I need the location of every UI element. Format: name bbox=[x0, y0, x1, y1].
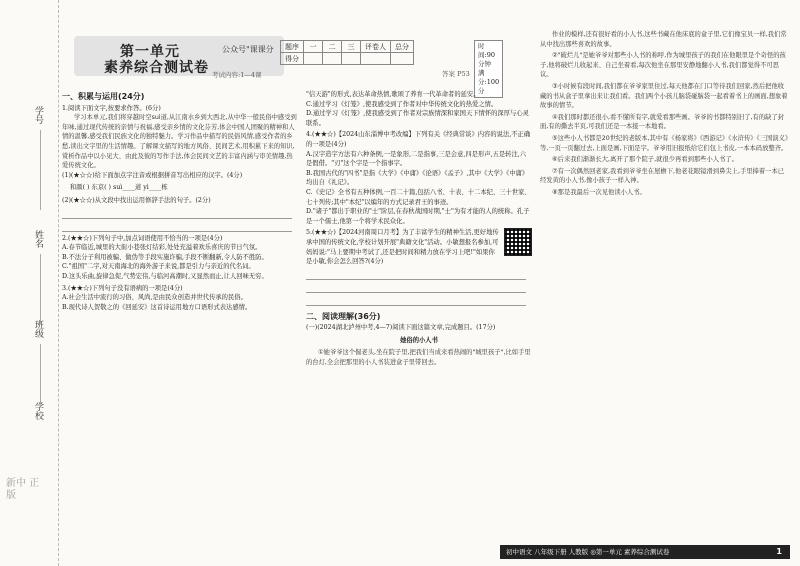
option: B.现代诗人贺敬之的《回延安》这首诗运用地方口语形式表达感情。 bbox=[62, 303, 252, 311]
option: D.通过学习《灯笼》,使我感受到了作者对宗族情深和家国天下情怀的深厚与心灵联系。 bbox=[306, 110, 529, 127]
score-header: 题序 bbox=[281, 41, 304, 53]
left-column bbox=[62, 90, 298, 312]
section-heading: 二、阅读理解(36分) bbox=[306, 311, 381, 321]
option: A.汉字造字方法有六种条例,一是象形,二是指事,三是会意,四是形声,五是转注,六是假借。"刃"这个字是一个指事字。 bbox=[306, 150, 527, 168]
article-paragraph: ⑤这些小人书都是20世纪的老版本,其中有《杨家将》《西游记》《水浒传》《三国演义》等,一页一页翻过去,上面是画,下面是字。爷爷用旧报纸给它们包上书皮,一本本码放整齐。 bbox=[540, 134, 789, 152]
article-paragraph: ②"破烂儿"是她爷爷对那些小人书的称呼,作为城里孩子的我们在他眼里是个奇怪的孩子,他将破烂儿收起来、自己坐着看,每次他坐在那里安静地翻小人书,我们都觉得不可思议。 bbox=[540, 52, 786, 79]
answer-line[interactable] bbox=[62, 206, 292, 219]
option: A.春节临近,城里的大街小巷张灯结彩,处处充溢着欢乐喜庆的节日气氛。 bbox=[62, 244, 262, 252]
option-continued: "信天游"的形式,表达革命热情,歌颂了养育一代革命者的延安。 bbox=[306, 91, 480, 98]
publisher-stamp: 新中 正版 bbox=[6, 478, 40, 501]
answer-line[interactable] bbox=[62, 219, 292, 232]
question-1-2: (2)(★☆☆)从文段中找出运用修辞手法的句子。(2分) bbox=[62, 196, 211, 204]
binding-line bbox=[40, 130, 41, 210]
option: D."诸子"都出于职业的"士"阶层,在春秋战国时期,"士"为有才能的人的统称。孔子是一个儒士,他第一个将学术民众化。 bbox=[306, 208, 530, 225]
page-footer bbox=[500, 545, 790, 559]
score-header: 一 bbox=[304, 41, 323, 53]
option: A.社会生活中流行的习俗、风尚,是由民众创造并世代传承的民俗。 bbox=[62, 294, 247, 302]
score-cell[interactable] bbox=[304, 53, 323, 65]
qr-code-icon bbox=[504, 228, 532, 256]
option: D.这头乐曲,旋律急促,气势宏伟,与临河高潮时,又显然而止,让人回味无穷。 bbox=[62, 272, 268, 280]
score-cell[interactable] bbox=[342, 53, 361, 65]
question-5: 5.(★★☆)【2024河南周口月考】为了丰富学生的精神生活,更好地传承中国的传统文化,学校计划开展"典籍文化"活动。小敏想报名参加,可妈妈说:"马上要期中考试了,还是把时间和精力放在学习上吧!"如果你是小敏,你会怎么回答?(4分) bbox=[306, 229, 499, 266]
score-table bbox=[280, 40, 414, 65]
answer-line[interactable] bbox=[306, 267, 526, 280]
exam-title: 素养综合测试卷 bbox=[104, 60, 209, 76]
question-2: 2.(★★☆)下列句子中,加点词语使用不恰当的一项是(4分) bbox=[62, 234, 223, 242]
answer-page-ref: 答案 P53 bbox=[442, 70, 470, 78]
score-header: 二 bbox=[323, 41, 342, 53]
option: C.通过学习《灯笼》,使我感受到了作者对中华传统文化的热爱之情。 bbox=[306, 100, 498, 108]
score-cell[interactable] bbox=[361, 53, 391, 65]
section-heading: 一、积累与运用(24分) bbox=[62, 92, 145, 101]
binding-label-name: 姓名 bbox=[33, 230, 43, 248]
question-1: 1.阅读下面文字,按要求作答。(6分) bbox=[62, 104, 161, 112]
option: C."祖国"二字,对天南海北的海外游子来说,都是引力与亲近的代名词。 bbox=[62, 263, 255, 271]
score-header: 总分 bbox=[391, 41, 414, 53]
reviewer-cell: 评卷人 bbox=[361, 41, 391, 53]
binding-label-school: 学校 bbox=[33, 402, 43, 420]
binding-label-class: 班级 bbox=[33, 320, 43, 338]
answer-line[interactable] bbox=[306, 280, 526, 293]
binding-label-id: 学号 bbox=[33, 106, 43, 124]
pinyin-blanks[interactable]: 和颜( ) 东京( ) suì____道 yì____栋 bbox=[70, 184, 168, 192]
question-5-block bbox=[306, 228, 532, 266]
question-3: 3.(★★☆)下列句子没有语病的一项是(4分) bbox=[62, 284, 183, 292]
answer-line[interactable] bbox=[306, 293, 526, 306]
page-number: 1 bbox=[776, 547, 782, 556]
reading-passage: 学习本单元,我们将穿越时空suì道,从江南水乡到大西北,从中华一般民俗中感受到年味,通过现代传统的亲情与祝福,感受亲乡情的文化芬芳,体会中国人团聚的精神和人情的温馨,感受我们民族文化的独特魅力。学习作品中描写的民俗风情,感受作者的乡愁,读出文字里的生活情趣。了解课文描写的地方风俗、民间艺术,用积累下来的知识,赏析作品中以小见大、由此及彼的写作手法,体会民间文艺的丰富内涵与审美情趣,热爱传统文化。 bbox=[62, 114, 297, 170]
article-paragraph: ④我们那时都还很小,看不懂所有字,就爱看那些画。爷爷的书都特别旧了,有的缺了封面,有的撕去半页,可我们还是一本接一本地看。 bbox=[540, 113, 785, 131]
question-1-1: (1)(★☆☆)给下面加点字注音或根据拼音写出相应的汉字。(4分) bbox=[62, 171, 243, 179]
score-row-label: 得分 bbox=[281, 53, 304, 65]
full-score: 满分:100分 bbox=[478, 69, 500, 95]
footer-text: 初中语文 八年级下册 人教版 ◎第一单元 素养综合测试卷 bbox=[506, 548, 670, 556]
option: B.不法分子利用被骗、做伪等手段实施诈骗,手段不断翻新,令人防不胜防。 bbox=[62, 253, 268, 261]
middle-column bbox=[306, 90, 532, 368]
article-paragraph: ⑦有一次偶然回老家,我看到爷爷坐在屋檐下,他老花眼镜滑到鼻尖上,手里捧着一本已经发黄的小人书,像小孩子一样入神。 bbox=[540, 167, 785, 185]
reading-intro: (一)(2024湖北泸州中考,4—7)阅读下面这篇文章,完成题目。(17分) bbox=[306, 324, 496, 332]
binding-strip bbox=[0, 0, 59, 566]
article-paragraph: ①她爷爷这个倔老头,坐在院子里,把我们当成来看热闹的"城里孩子",比如手里的台灯,全会把那里的小人书装进盒子里带回去。 bbox=[306, 349, 531, 367]
article-paragraph: ③小时候有段时间,我们都在爷爷家里住过,每天他都在门口等待我们回家,然后把他收藏的书从盒子里拿出来让我们看。我们两个小孩儿脑袋碰脑袋一起看着书上的画面,想象着故事的情节。 bbox=[540, 82, 788, 110]
option: B.我国古代的"四书"是指《大学》《中庸》《论语》《孟子》,其中《大学》《中庸》均出自《礼记》。 bbox=[306, 169, 529, 187]
article-paragraph: ⑥后来我们渐渐长大,离开了那个院子,就很少再看到那些小人书了。 bbox=[552, 156, 738, 164]
score-cell[interactable] bbox=[323, 53, 342, 65]
unit-title: 第一单元 bbox=[120, 44, 180, 60]
score-header: 三 bbox=[342, 41, 361, 53]
question-4: 4.(★★☆)【2024山东淄博中考改编】下列有关《经典常谈》内容的说法,不正确的一项是(4分) bbox=[306, 131, 531, 148]
article-title: 她俗的小人书 bbox=[400, 336, 438, 344]
article-paragraph: ⑧那是我最后一次见他读小人书。 bbox=[552, 188, 646, 196]
exam-time: 时间:90分钟 bbox=[478, 42, 495, 68]
binding-line bbox=[40, 254, 41, 324]
right-column bbox=[540, 30, 790, 540]
watermark-text: 公众号"课课分 bbox=[222, 45, 274, 54]
binding-line bbox=[40, 344, 41, 404]
score-cell[interactable] bbox=[391, 53, 414, 65]
article-paragraph: 作业的模样,还有很好看的小人书,这些书藏在他床底的盒子里,它们像宝贝一样,我们常从中找出那些喜欢的故事。 bbox=[540, 31, 787, 48]
option: C.《史记》全书有五种体例,一百二十篇,包括八书、十表、十二本纪、三十世家、七十列传;其中"本纪"以编年的方式记录君王的事迹。 bbox=[306, 188, 531, 206]
exam-range: 考试内容:1—4课 bbox=[212, 71, 262, 79]
